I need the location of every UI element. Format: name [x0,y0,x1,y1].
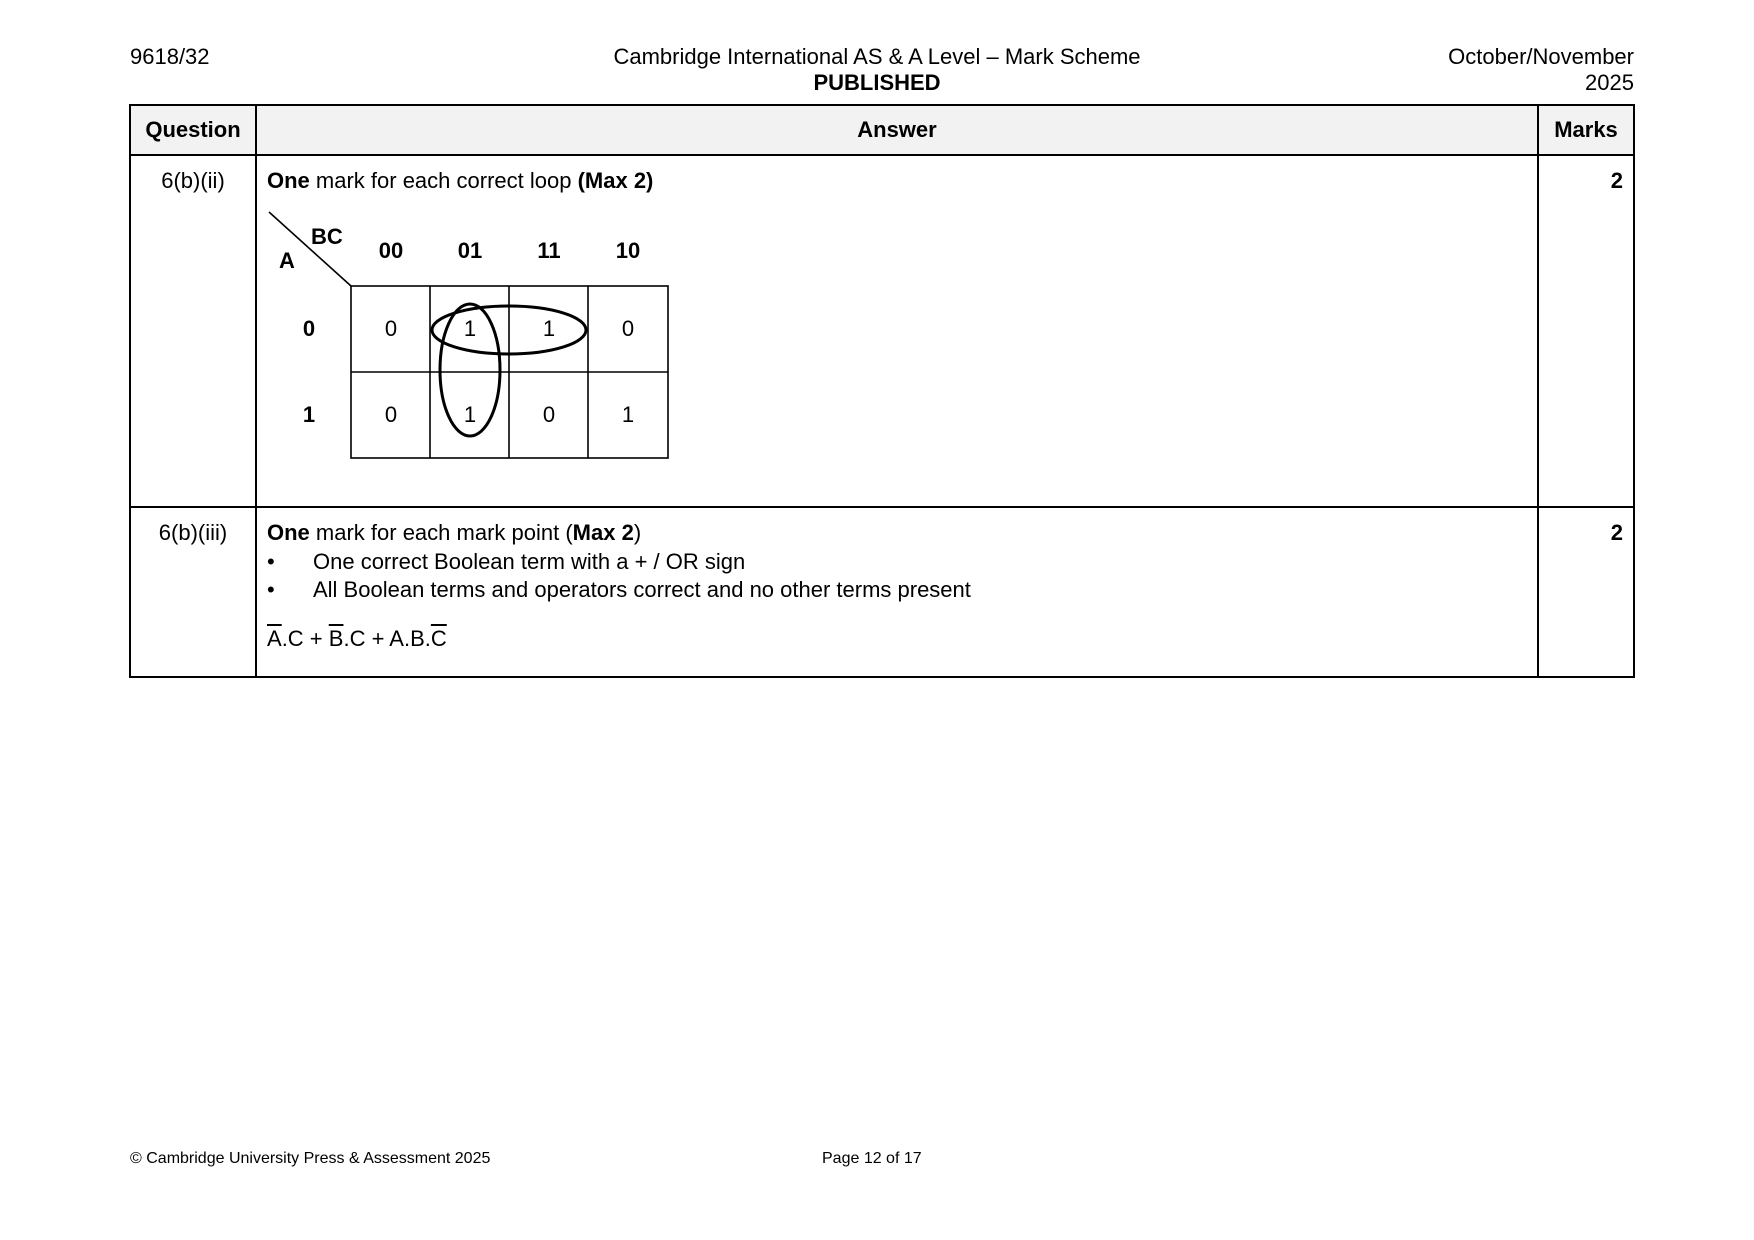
term-bar: $\overline{A}$ [267,626,282,651]
table-row [130,507,1634,677]
page-number: Page 12 of 17 [822,1150,922,1167]
exam-session [1448,44,1634,96]
karnaugh-map [267,200,687,462]
answer-cell [256,155,1538,507]
session-month: October/November [1448,44,1634,69]
copyright-footer: © Cambridge University Press & Assessment 2025 [130,1150,491,1167]
kmap-col-header: 11 [537,238,561,263]
status-line: PUBLISHED [813,70,941,95]
answer-header: Answer [256,105,1538,155]
marks-value: 2 [1538,507,1634,677]
kmap-col-header: 01 [457,238,483,263]
intro-text: mark for each mark point ( [309,520,573,545]
intro-bold: One [267,520,310,545]
kmap-cell: 0 [384,316,398,341]
question-header: Question [130,105,256,155]
table-header-row [130,105,1634,155]
kmap-col-header: 10 [615,238,641,263]
list-item: • All Boolean terms and operators correct and no other terms present [267,576,1527,604]
intro-end: ) [633,520,642,545]
term-text: .C + A.B. [343,626,431,651]
kmap-cell: 1 [542,316,556,341]
marks-value: 2 [1538,155,1634,507]
term-bar: $\overline{B}$ [328,626,344,651]
list-item: • One correct Boolean term with a + / OR sign [267,548,1527,576]
kmap-cell: 1 [463,402,477,427]
kmap-cell: 0 [621,316,635,341]
kmap-grid [351,286,668,458]
intro-text: mark for each correct loop [309,168,578,193]
intro-max: (Max 2) [577,168,654,193]
mark-scheme-table [129,104,1635,678]
term-bar: $\overline{C}$ [430,626,447,651]
session-year: 2025 [1585,70,1634,95]
answer-intro [267,168,1527,194]
term-text: .C + [281,626,329,651]
kmap-cell: 1 [621,402,635,427]
boolean-expression [267,626,1527,652]
kmap-cell: 0 [384,402,398,427]
mark-points [267,548,1527,604]
answer-intro [267,520,1527,546]
title-line: Cambridge International AS & A Level – Mark Scheme [613,44,1141,69]
kmap-col-var: BC [311,224,343,249]
intro-bold: One [267,168,310,193]
table-row [130,155,1634,507]
kmap-col-header: 00 [378,238,404,263]
intro-max: Max 2 [572,520,634,545]
question-number: 6(b)(iii) [130,507,256,677]
answer-cell [256,507,1538,677]
kmap-cell: 1 [463,316,477,341]
kmap-row-var: A [279,248,295,273]
kmap-row-header: 0 [302,316,316,341]
question-number: 6(b)(ii) [130,155,256,507]
kmap-row-header: 1 [302,402,316,427]
kmap-cell: 0 [542,402,556,427]
paper-code: 9618/32 [130,44,210,69]
marks-header: Marks [1538,105,1634,155]
